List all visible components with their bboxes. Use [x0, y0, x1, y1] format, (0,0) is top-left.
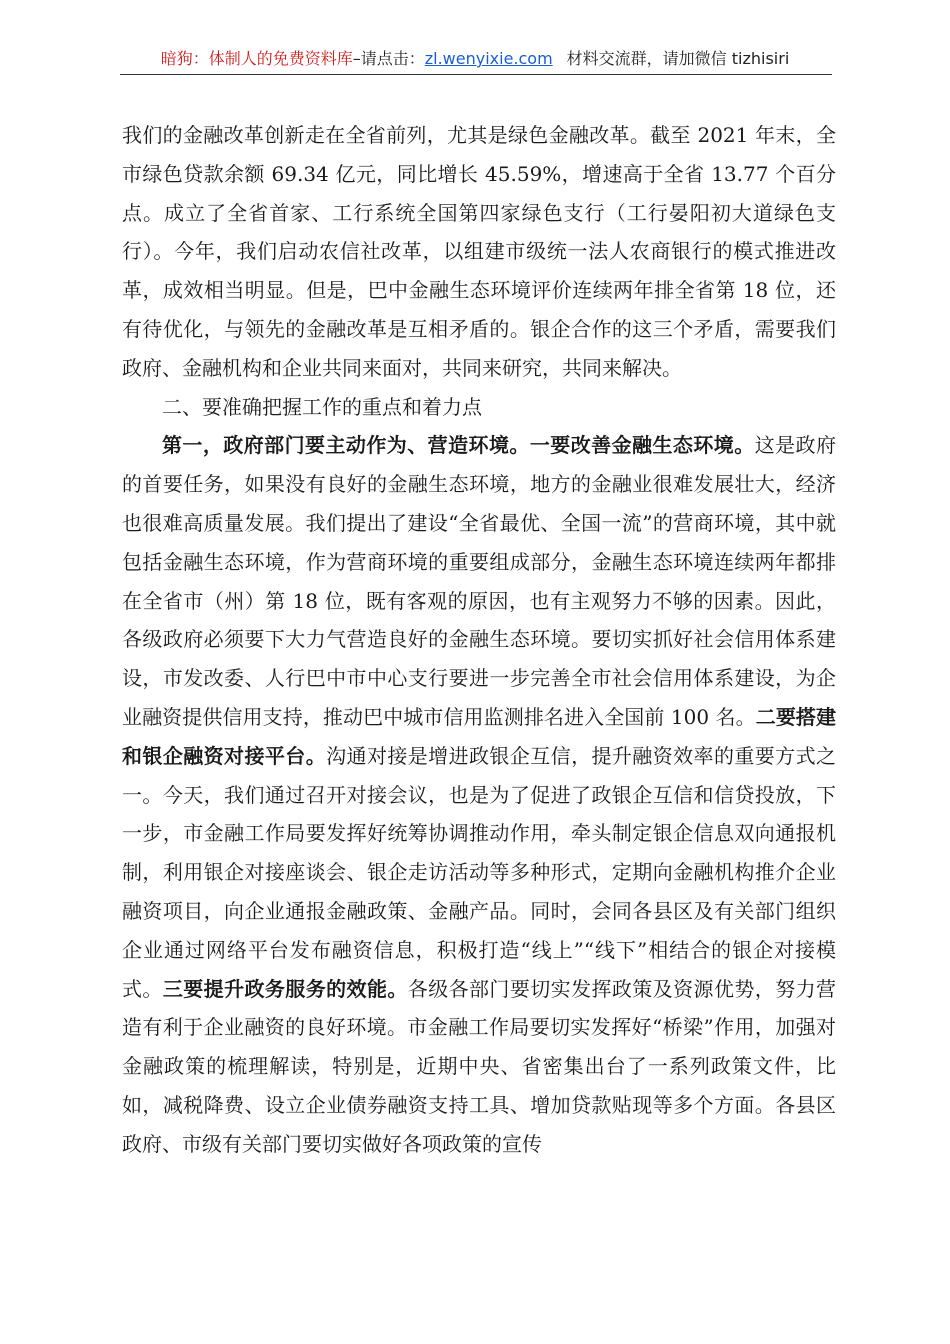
paragraph-3-text-2: 沟通对接是增进政银企互信，提升融资效率的重要方式之一。今天，我们通过召开对接会议，也是为了促进了政银企互信和信贷投放，下一步，市金融工作局要发挥好统筹协调推动作用，牵头制定银企信息双向通报机制，利用银企对接座谈会、银企走访活动等多种形式，定期向金融机构推介企业融资项目，向企业通报金融政策、金融产品。同时，会同各县区及有关部门组织企业通过网络平台发布融资信息，积极打造“线上”“线下”相结合的银企对接模式。 [122, 743, 837, 1001]
bold-phrase-2: 二要搭建和银企融资对接平台。 [122, 704, 837, 768]
header-rule [120, 74, 832, 75]
paragraph-1: 我们的金融改革创新走在全省前列，尤其是绿色金融改革。截至 2021 年末，全市绿色贷款余额 69.34 亿元，同比增长 45.59%，增速高于全省 13.77 个百分点。成立了全省首家、工行系统全国第四家绿色支行（工行晏阳初大道绿色支行）。今年，我们启动农信社改革，以组建市级统一法人农商银行的模式推进改革，成效相当明显。但是，巴中金融生态环境评价连续两年排全省第 18 位，还有待优化，与领先的金融改革是互相矛盾的。银企合作的这三个矛盾，需要我们政府、金融机构和企业共同来面对，共同来研究，共同来解决。 [122, 123, 836, 380]
header-link[interactable]: zl.wenyixie.com [424, 49, 553, 68]
paragraph-3-text-3: 各级各部门要切实发挥政策及资源优势，努力营造有利于企业融资的良好环境。市金融工作局要切实发挥好“桥梁”作用，加强对金融政策的梳理解读，特别是，近期中央、省密集出台了一系列政策文件，比如，减税降费、设立企业债券融资支持工具、增加贷款贴现等多个方面。各县区政府、市级有关部门要切实做好各项政策的宣传 [122, 976, 837, 1156]
header-brand: 暗狗：体制人的免费资料库 [160, 49, 353, 68]
section-heading: 二、要准确把握工作的重点和着力点 [162, 394, 482, 419]
document-body [122, 116, 836, 1164]
page-header [0, 46, 950, 69]
paragraph-3 [122, 426, 836, 1163]
header-contact: 材料交流群，请加微信 tizhisiri [566, 49, 790, 68]
bold-phrase-3: 三要提升政务服务的效能。 [162, 976, 408, 1001]
header-prompt: –请点击： [352, 49, 425, 68]
bold-phrase-1: 第一，政府部门要主动作为、营造环境。一要改善金融生态环境。 [162, 433, 755, 458]
paragraph-3-text-1: 这是政府的首要任务，如果没有良好的金融生态环境，地方的金融业很难发展壮大，经济也很难高质量发展。我们提出了建设“全省最优、全国一流”的营商环境，其中就包括金融生态环境，作为营商环境的重要组成部分，金融生态环境连续两年都排在全省市（州）第 18 位，既有客观的原因，也有主观努力不够的因素。因此，各级政府必须要下大力气营造良好的金融生态环境。要切实抓好社会信用体系建设，市发改委、人行巴中市中心支行要进一步完善全市社会信用体系建设，为企业融资提供信用支持，推动巴中城市信用监测排名进入全国前 100 名。 [122, 433, 836, 729]
